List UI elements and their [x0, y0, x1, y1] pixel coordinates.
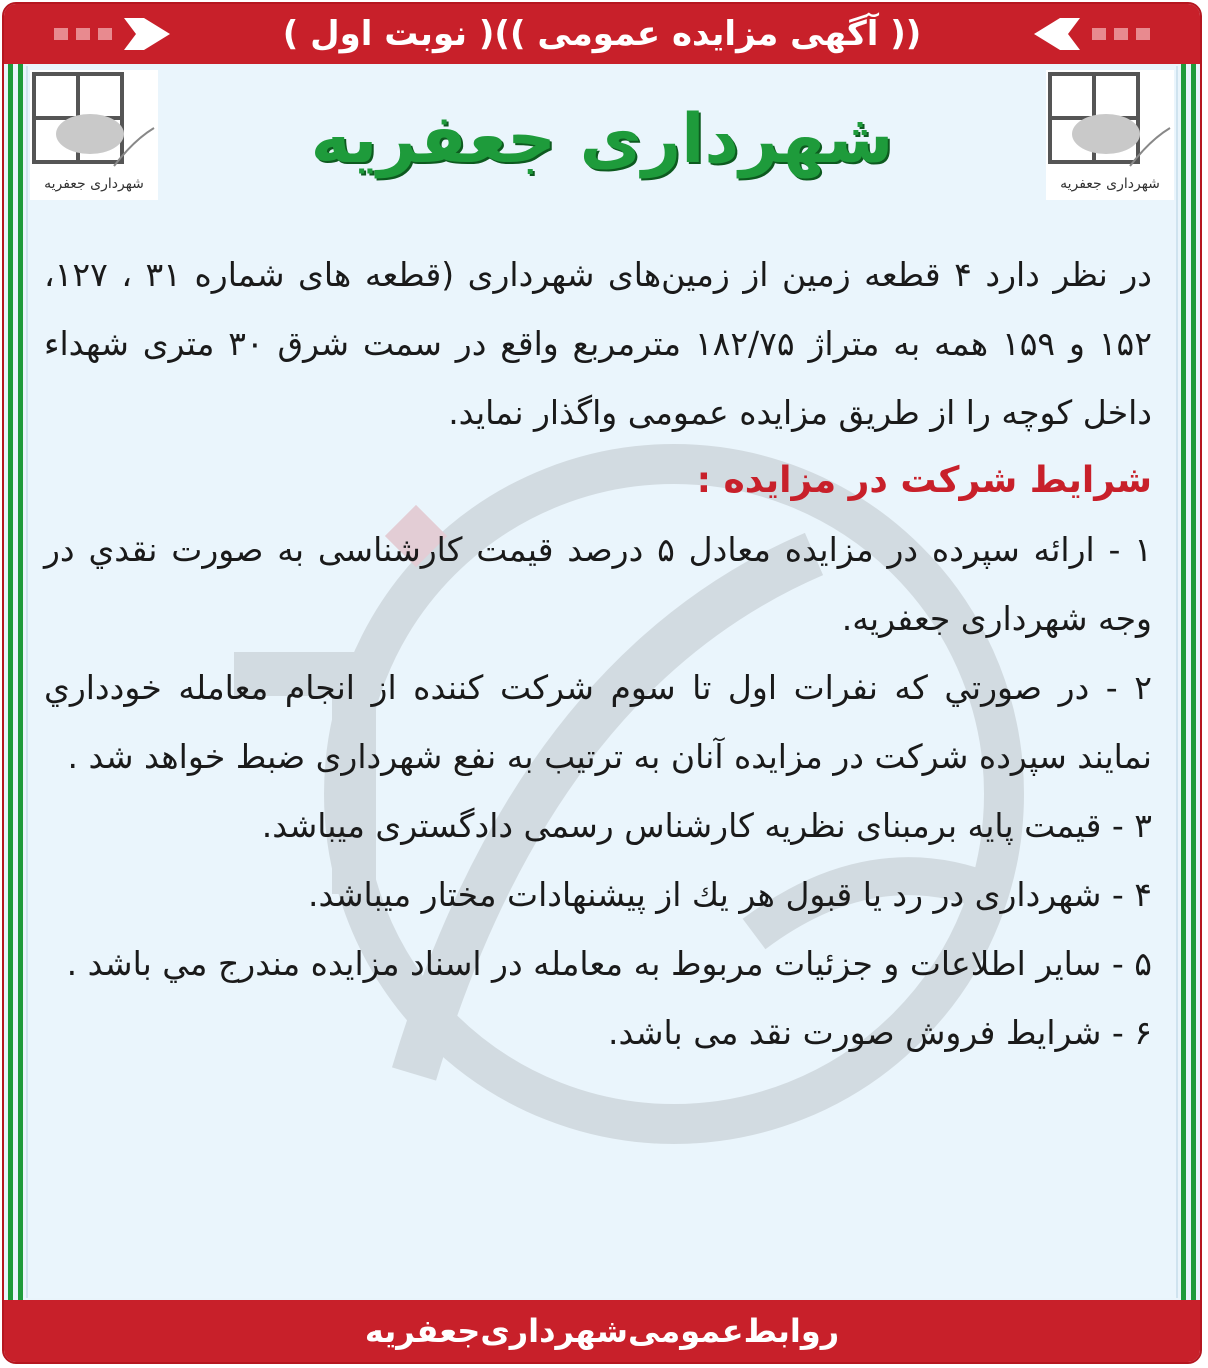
ad-frame: [2, 2, 1202, 1364]
arrow-right-icon: [1030, 10, 1180, 58]
header-banner: [4, 4, 1200, 64]
logo-text: شهرداری جعفریه: [1060, 176, 1160, 192]
condition-item: ۱ - ارائه سپرده در مزایده معادل ۵ درصد قیمت کارشناسی به صورت نقدي در وجه شهرداری جعفریه.: [44, 530, 1152, 638]
conditions-title: شرایط شرکت در مزایده :: [696, 460, 1152, 501]
org-title: شهرداری جعفریه: [310, 100, 894, 179]
border-stripe: [8, 64, 13, 1302]
footer-banner: [4, 1300, 1200, 1362]
border-stripe: [1191, 64, 1196, 1302]
border-stripe: [1181, 64, 1186, 1302]
footer-text: روابط‌عمومی‌شهرداری‌جعفریه: [364, 1312, 840, 1350]
ad-body: [44, 240, 1152, 1067]
condition-item: ۳ - قیمت پایه برمبنای نظریه کارشناس رسمی دادگستری میباشد.: [261, 806, 1152, 845]
intro-paragraph: در نظر دارد ۴ قطعه زمین از زمین‌های شهرداری (قطعه های شماره ۳۱ ، ۱۲۷، ۱۵۲ و ۱۵۹ همه به متراژ ۱۸۲/۷۵ مترمربع واقع در سمت شرق ۳۰ متری شهداء داخل کوچه را از طریق مزایده عمومی واگذار نماید.: [44, 255, 1152, 432]
condition-item: ۲ - در صورتي كه نفرات اول تا سوم شركت كننده از انجام معامله خودداري نمايند سپرده شرکت در مزایده آنان به ترتیب به نفع شهرداری ضبط خواهد شد .: [44, 668, 1152, 776]
condition-item: ۵ - سایر اطلاعات و جزئیات مربوط به معامله در اسناد مزایده مندرج مي باشد .: [66, 944, 1152, 983]
arrow-left-icon: [24, 10, 174, 58]
header-title: (( آگهی مزایده عمومی ))( نوبت اول ): [282, 14, 922, 54]
border-stripe: [18, 64, 23, 1302]
logo-text: شهرداری جعفریه: [44, 176, 144, 192]
condition-item: ۶ - شرایط فروش صورت نقد می باشد.: [608, 1013, 1152, 1052]
condition-item: ۴ - شهرداری در رد یا قبول هر یك از پیشنهادات مختار میباشد.: [308, 875, 1152, 914]
